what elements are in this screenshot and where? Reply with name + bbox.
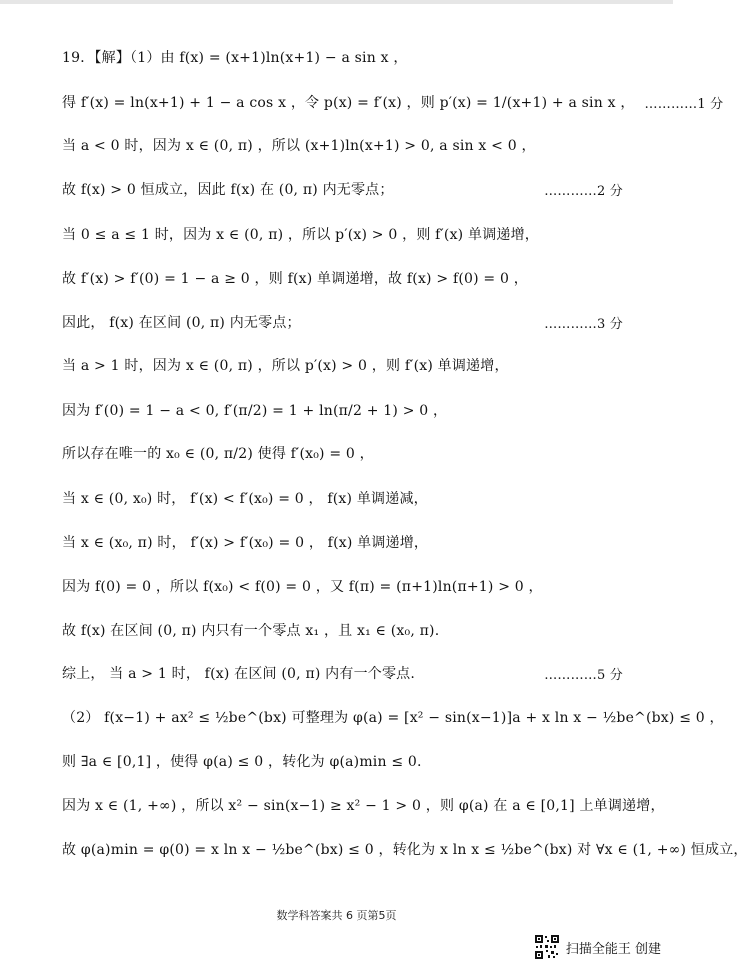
solution-line xyxy=(62,481,623,515)
line-text: 当 a > 1 时，因为 x ∈ (0, π) ，所以 p′(x) > 0 ，则 f′(x) 单调递增， xyxy=(62,358,509,374)
solution-line xyxy=(62,40,623,74)
page-footer: 数学科答案共 6 页第5页 xyxy=(276,909,397,922)
page-top-edge xyxy=(0,0,673,4)
line-text: 当 x ∈ (x₀, π) 时， f′(x) > f′(x₀) = 0 ， f(x) 单调递增， xyxy=(62,535,429,551)
solution-line xyxy=(62,261,623,295)
score-marker: …………3 分 xyxy=(544,316,623,332)
line-text: 故 f′(x) > f′(0) = 1 − a ≥ 0 ，则 f(x) 单调递增，故 f(x) > f(0) = 0 ， xyxy=(62,271,528,287)
solution-line xyxy=(62,172,623,206)
solution-line xyxy=(62,569,623,603)
line-text: 19．【解】（1）由 f(x) = (x+1)ln(x+1) − a sin x ， xyxy=(62,50,408,66)
line-text: 因为 f(0) = 0 ，所以 f(x₀) < f(0) = 0 ，又 f(π) = (π+1)ln(π+1) > 0 ， xyxy=(62,579,543,595)
line-text: 当 0 ≤ a ≤ 1 时，因为 x ∈ (0, π) ，所以 p′(x) > 0 ，则 f′(x) 单调递增， xyxy=(62,227,539,243)
line-text: 得 f′(x) = ln(x+1) + 1 − a cos x ，令 p(x) = f′(x) ，则 p′(x) = 1/(x+1) + a sin x ， xyxy=(62,95,635,111)
line-text: 故 φ(a)min = φ(0) = x ln x − ½be^(bx) ≤ 0 ，转化为 x ln x ≤ ½be^(bx) 对 ∀x ∈ (1, +∞) 恒成立， xyxy=(62,842,748,858)
solution-line xyxy=(62,744,623,778)
scanner-badge xyxy=(534,934,661,960)
line-text: 因为 x ∈ (1, +∞) ，所以 x² − sin(x−1) ≥ x² − 1 > 0 ，则 φ(a) 在 a ∈ [0,1] 上单调递增， xyxy=(62,798,665,814)
solution-line xyxy=(62,832,748,866)
solution-line xyxy=(62,128,623,162)
solution-line xyxy=(62,788,665,822)
solution-line xyxy=(62,436,623,470)
solution-line xyxy=(62,656,623,690)
solution-line xyxy=(62,217,623,251)
solution-line xyxy=(62,85,724,119)
solution-line xyxy=(62,305,623,339)
line-text: 因为 f′(0) = 1 − a < 0, f′(π/2) = 1 + ln(π/2 + 1) > 0 ， xyxy=(62,403,448,419)
qr-code-icon xyxy=(534,934,560,960)
scanner-badge-label: 扫描全能王 创建 xyxy=(565,941,661,957)
line-text: 故 f(x) 在区间 (0, π) 内只有一个零点 x₁ ，且 x₁ ∈ (x₀, π). xyxy=(62,623,440,639)
line-text: 综上， 当 a > 1 时， f(x) 在区间 (0, π) 内有一个零点. xyxy=(62,666,416,682)
score-marker: …………1 分 xyxy=(644,96,724,112)
solution-line xyxy=(62,613,623,647)
solution-line xyxy=(62,525,623,559)
line-text: 故 f(x) > 0 恒成立，因此 f(x) 在 (0, π) 内无零点； xyxy=(62,182,394,198)
line-text: 因此， f(x) 在区间 (0, π) 内无零点； xyxy=(62,315,301,331)
line-text: 当 a < 0 时，因为 x ∈ (0, π) ，所以 (x+1)ln(x+1) > 0, a sin x < 0 ， xyxy=(62,138,536,154)
line-text: 则 ∃a ∈ [0,1] ，使得 φ(a) ≤ 0 ，转化为 φ(a)min ≤ 0. xyxy=(62,754,422,770)
line-text: 所以存在唯一的 x₀ ∈ (0, π/2) 使得 f′(x₀) = 0 ， xyxy=(62,446,374,462)
score-marker: …………2 分 xyxy=(544,183,623,199)
line-text: （2） f(x−1) + ax² ≤ ½be^(bx) 可整理为 φ(a) = [x² − sin(x−1)]a + x ln x − ½be^(bx) ≤ 0 ， xyxy=(62,710,724,726)
solution-line xyxy=(62,348,623,382)
solution-line xyxy=(62,393,623,427)
solution-line xyxy=(62,700,724,734)
line-text: 当 x ∈ (0, x₀) 时， f′(x) < f′(x₀) = 0 ， f(x) 单调递减， xyxy=(62,491,428,507)
score-marker: …………5 分 xyxy=(544,667,623,683)
